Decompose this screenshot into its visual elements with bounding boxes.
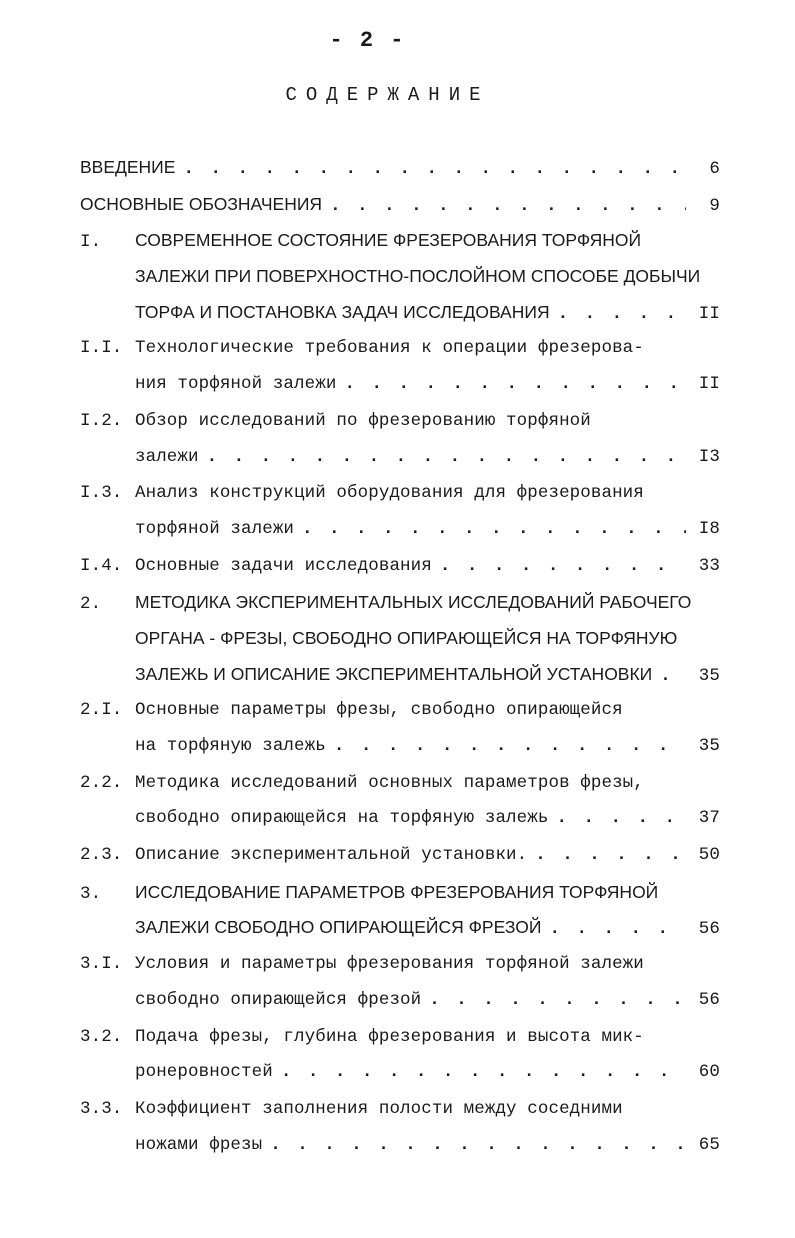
toc-entry bbox=[80, 693, 720, 764]
toc-entry-line bbox=[80, 331, 720, 367]
toc-entry-line bbox=[80, 440, 720, 476]
toc-entry-line bbox=[80, 621, 720, 657]
toc-entry bbox=[80, 1020, 720, 1091]
toc-entry-title: ножами фрезы bbox=[135, 1134, 263, 1155]
toc-entry-line bbox=[80, 947, 720, 983]
toc-entry bbox=[80, 476, 720, 547]
toc-entry-line bbox=[80, 367, 720, 403]
toc-entry-line bbox=[80, 766, 720, 802]
toc-entry-page: I3 bbox=[698, 446, 720, 467]
toc-entry bbox=[80, 549, 720, 585]
toc-entry bbox=[80, 331, 720, 402]
toc-entry-line bbox=[80, 150, 720, 186]
toc-entry-page: 35 bbox=[698, 665, 720, 686]
toc-entry-number: 3. bbox=[80, 883, 102, 904]
toc-entry bbox=[80, 187, 720, 223]
dot-leader bbox=[330, 189, 686, 225]
toc-entry bbox=[80, 585, 720, 692]
toc-entry-number: 3.3. bbox=[80, 1098, 123, 1119]
toc-entry-page: 65 bbox=[698, 1134, 720, 1155]
toc-entry-line bbox=[80, 187, 720, 223]
dot-leader bbox=[440, 549, 686, 585]
toc-entry-title: МЕТОДИКА ЭКСПЕРИМЕНТАЛЬНЫХ ИССЛЕДОВАНИЙ РАБОЧЕГО bbox=[135, 592, 692, 613]
toc-entry-line bbox=[80, 223, 720, 259]
toc-entry-title: свободно опирающейся на торфяную залежь bbox=[135, 808, 549, 829]
toc-entry bbox=[80, 875, 720, 946]
toc-entry-page: 60 bbox=[698, 1062, 720, 1083]
dot-leader bbox=[344, 367, 686, 403]
toc-entry-line bbox=[80, 693, 720, 729]
dot-leader bbox=[302, 512, 686, 548]
toc-entry-line bbox=[80, 983, 720, 1019]
dot-leader bbox=[334, 729, 686, 765]
toc-entry-page: I8 bbox=[698, 518, 720, 539]
toc-entry-number: 2. bbox=[80, 594, 102, 615]
toc-entry-line bbox=[80, 838, 720, 874]
toc-entry-title: ОСНОВНЫЕ ОБОЗНАЧЕНИЯ bbox=[80, 193, 323, 214]
toc-entry-title: ОРГАНА - ФРЕЗЫ, СВОБОДНО ОПИРАЮЩЕЙСЯ НА ТОРФЯНУЮ bbox=[135, 627, 678, 648]
toc-entry-line bbox=[80, 1020, 720, 1056]
toc-entry-page: II bbox=[698, 303, 720, 324]
toc-entry-number: I.4. bbox=[80, 555, 123, 576]
toc-entry-title: Анализ конструкций оборудования для фрезерования bbox=[135, 483, 644, 504]
toc-entry-page: 56 bbox=[698, 989, 720, 1010]
toc-entry-title: СОВРЕМЕННОЕ СОСТОЯНИЕ ФРЕЗЕРОВАНИЯ ТОРФЯНОЙ bbox=[135, 230, 642, 251]
dot-leader bbox=[281, 1055, 686, 1091]
toc-entry-title: ронеровностей bbox=[135, 1062, 273, 1083]
toc-entry-page: II bbox=[698, 374, 720, 395]
toc-entry-title: Условия и параметры фрезерования торфяной залежи bbox=[135, 954, 644, 975]
toc-entry-title: торфяной залежи bbox=[135, 518, 295, 539]
dot-leader bbox=[558, 297, 686, 333]
toc-entry-line bbox=[80, 657, 720, 693]
toc-entry-title: Описание экспериментальной установки. bbox=[135, 845, 528, 866]
toc-entry-line bbox=[80, 295, 720, 331]
page-number: - 2 - bbox=[329, 28, 406, 53]
toc-entry bbox=[80, 150, 720, 186]
toc-entry-number: 3.I. bbox=[80, 954, 123, 975]
toc-entry-line bbox=[80, 512, 720, 548]
toc-entry bbox=[80, 766, 720, 837]
toc-entry-page: 9 bbox=[709, 195, 720, 216]
toc-entry bbox=[80, 947, 720, 1018]
toc-entry-line bbox=[80, 549, 720, 585]
toc-entry-page: 37 bbox=[698, 808, 720, 829]
toc-entry-title: Технологические требования к операции фрезерова- bbox=[135, 338, 644, 359]
toc-entry-line bbox=[80, 259, 720, 295]
toc-entry-number: 2.I. bbox=[80, 700, 123, 721]
toc-entry-number: I.3. bbox=[80, 483, 123, 504]
toc-entry-line bbox=[80, 1128, 720, 1164]
toc-entry bbox=[80, 838, 720, 874]
toc-entry-page: 33 bbox=[698, 555, 720, 576]
toc-entry-title: Основные задачи исследования bbox=[135, 555, 432, 576]
toc-entry-line bbox=[80, 875, 720, 911]
toc-entry-title: ИССЛЕДОВАНИЕ ПАРАМЕТРОВ ФРЕЗЕРОВАНИЯ ТОРФЯНОЙ bbox=[135, 881, 659, 902]
toc-entry-title: Подача фрезы, глубина фрезерования и высота мик- bbox=[135, 1026, 644, 1047]
toc-entry-line bbox=[80, 1055, 720, 1091]
toc-entry-title: ЗАЛЕЖЬ И ОПИСАНИЕ ЭКСПЕРИМЕНТАЛЬНОЙ УСТАНОВКИ bbox=[135, 663, 653, 684]
toc-entry-page: 50 bbox=[698, 845, 720, 866]
toc-entry-line bbox=[80, 729, 720, 765]
toc-entry-number: I.2. bbox=[80, 410, 123, 431]
dot-leader bbox=[556, 801, 686, 837]
toc-entry-title: ТОРФА И ПОСТАНОВКА ЗАДАЧ ИССЛЕДОВАНИЯ bbox=[135, 301, 550, 322]
toc-entry-line bbox=[80, 1092, 720, 1128]
toc-entry-title: Коэффициент заполнения полости между соседними bbox=[135, 1098, 623, 1119]
toc-entry-title: ЗАЛЕЖИ ПРИ ПОВЕРХНОСТНО-ПОСЛОЙНОМ СПОСОБЕ ДОБЫЧИ bbox=[135, 266, 701, 287]
toc-entry-title: ВВЕДЕНИЕ bbox=[80, 157, 176, 177]
toc-entry-number: 2.2. bbox=[80, 772, 123, 793]
toc-entry-page: 6 bbox=[709, 159, 720, 179]
toc-entry-title: Обзор исследований по фрезерованию торфяной bbox=[135, 410, 591, 431]
dot-leader bbox=[535, 838, 686, 874]
dot-leader bbox=[183, 152, 686, 188]
toc-entry-number: 3.2. bbox=[80, 1026, 123, 1047]
toc-entry-line bbox=[80, 801, 720, 837]
dot-leader bbox=[660, 659, 686, 695]
toc-entry-page: 35 bbox=[698, 736, 720, 756]
toc-entry bbox=[80, 1092, 720, 1163]
toc-entry-title: залежи bbox=[135, 446, 199, 467]
toc-entry-number: I. bbox=[80, 232, 102, 253]
toc-entry-title: свободно опирающейся фрезой bbox=[135, 989, 422, 1010]
dot-leader bbox=[207, 440, 686, 476]
toc-entry-title: на торфяную залежь bbox=[135, 736, 326, 756]
toc-entry-line bbox=[80, 404, 720, 440]
toc-entry-line bbox=[80, 585, 720, 621]
toc-entry-title: Основные параметры фрезы, свободно опирающейся bbox=[135, 700, 623, 721]
dot-leader bbox=[549, 912, 686, 948]
toc-entry bbox=[80, 223, 720, 330]
toc-entry-line bbox=[80, 476, 720, 512]
toc-entry-number: I.I. bbox=[80, 338, 123, 359]
dot-leader bbox=[270, 1128, 686, 1164]
dot-leader bbox=[429, 983, 686, 1019]
table-of-contents bbox=[80, 150, 720, 1164]
toc-entry-title: ния торфяной залежи bbox=[135, 374, 337, 395]
page-title: СОДЕРЖАНИЕ bbox=[285, 84, 490, 106]
toc-entry bbox=[80, 404, 720, 475]
toc-entry-number: 2.3. bbox=[80, 845, 123, 866]
toc-entry-page: 56 bbox=[698, 919, 720, 940]
toc-entry-title: ЗАЛЕЖИ СВОБОДНО ОПИРАЮЩЕЙСЯ ФРЕЗОЙ bbox=[135, 917, 542, 938]
toc-entry-line bbox=[80, 910, 720, 946]
toc-entry-title: Методика исследований основных параметров фрезы, bbox=[135, 772, 644, 793]
